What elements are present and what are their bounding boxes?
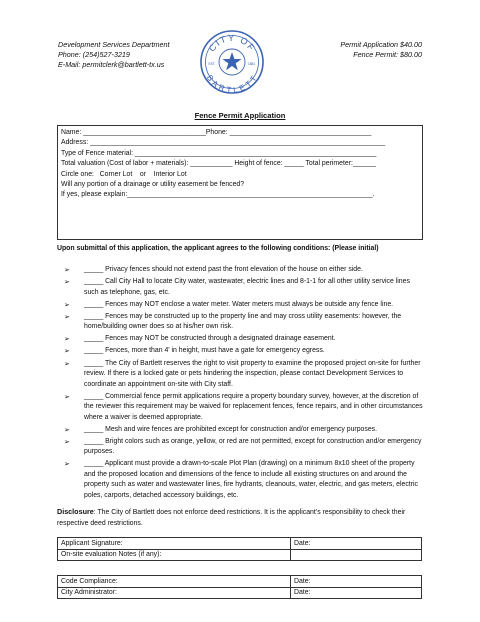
- arrow-bullet-icon: ➢: [64, 459, 71, 469]
- condition-item[interactable]: [62, 277, 424, 298]
- applicant-signature-label: Applicant Signature:: [61, 539, 123, 547]
- date-label: Date:: [294, 539, 311, 547]
- arrow-bullet-icon: ➢: [64, 277, 71, 287]
- city-administrator-date-field[interactable]: [291, 587, 422, 599]
- svg-text:BARTLETT: BARTLETT: [204, 73, 260, 95]
- city-administrator-field[interactable]: [58, 587, 291, 599]
- arrow-bullet-icon: ➢: [64, 391, 71, 401]
- condition-text: _____ Mesh and wire fences are prohibited except for construction and/or emergency purposes.: [84, 425, 378, 433]
- arrow-bullet-icon: ➢: [64, 311, 71, 321]
- svg-text:CITY OF: CITY OF: [206, 32, 258, 54]
- arrow-bullet-icon: ➢: [64, 346, 71, 356]
- valuation-height-perimeter-field[interactable]: Total valuation (Cost of labor + materials): ___________ Height of fence: _____ Total perimeter:______: [61, 160, 376, 168]
- conditions-heading: Upon submittal of this application, the applicant agrees to the following conditions: (Please initial): [57, 245, 379, 252]
- easement-explanation-field[interactable]: If yes, please explain:________________________________________________________________.: [61, 191, 375, 199]
- applicant-date-field[interactable]: [291, 538, 422, 550]
- condition-item[interactable]: [62, 459, 424, 501]
- condition-text: _____ Fences may NOT enclose a water meter. Water meters must always be outside any fence line.: [84, 300, 394, 308]
- condition-text: _____ Applicant must provide a drawn-to-scale Plot Plan (drawing) on a minimum 8x10 sheet of the property and the proposed location and dimensions of the fence to include all existing structures on and around the property such as water and wastewater lines, fire hydrants, cleanouts, water, electric, and gas meters, electric poles, carports, detached accessory buildings, etc.: [84, 460, 418, 499]
- form-title: Fence Permit Application: [194, 111, 286, 120]
- arrow-bullet-icon: ➢: [64, 358, 71, 368]
- conditions-list: [62, 265, 424, 503]
- department-phone: Phone: (254)527-3219: [58, 50, 130, 60]
- code-compliance-field[interactable]: [58, 576, 291, 588]
- approval-signature-table: [57, 575, 422, 599]
- applicant-signature-field[interactable]: [58, 538, 291, 550]
- onsite-notes-field[interactable]: [58, 549, 291, 561]
- department-name: Development Services Department: [58, 40, 170, 49]
- department-email: E-Mail: permitclerk@bartlett-tx.us: [58, 60, 165, 70]
- arrow-bullet-icon: ➢: [64, 334, 71, 344]
- fence-permit-fee: Fence Permit: $80.00: [353, 50, 422, 60]
- condition-item[interactable]: [62, 265, 424, 276]
- arrow-bullet-icon: ➢: [64, 436, 71, 446]
- condition-item[interactable]: [62, 437, 424, 458]
- lot-type-choice[interactable]: Circle one: Corner Lot or Interior Lot: [61, 170, 187, 178]
- condition-text: _____ Fences, more than 4' in height, must have a gate for emergency egress.: [84, 347, 325, 355]
- condition-text: _____ Bright colors such as orange, yellow, or red are not permitted, except for construction and/or emergency purposes.: [84, 437, 422, 456]
- condition-item[interactable]: [62, 392, 424, 424]
- svg-text:EST.: EST.: [208, 62, 216, 66]
- code-compliance-date-field[interactable]: [291, 576, 422, 588]
- department-contact-block: [58, 40, 169, 71]
- fence-material-field[interactable]: Type of Fence material: _______________________________________________________________: [61, 149, 377, 157]
- code-compliance-label: Code Compliance:: [61, 577, 118, 585]
- condition-text: _____ The City of Bartlett reserves the right to visit property to examine the proposed project on-site for further review. If there is a locked gate or pets hindering the inspection, please contact Development Services to coordinate an appointment on-site with City staff.: [84, 359, 421, 388]
- city-administrator-label: City Administrator:: [61, 589, 117, 597]
- fee-block: [340, 40, 422, 60]
- disclosure: [57, 506, 427, 529]
- condition-item[interactable]: [62, 346, 424, 357]
- disclosure-label: Disclosure: [57, 507, 94, 516]
- condition-item[interactable]: [62, 359, 424, 391]
- condition-text: _____ Commercial fence permit applications require a property boundary survey, however, at the discretion of the reviewer this requirement may be waived for replacement fences, fence repairs, and in other circumstances where a waiver is deemed appropriate.: [84, 392, 423, 421]
- onsite-notes-extra[interactable]: [291, 549, 422, 561]
- arrow-bullet-icon: ➢: [64, 265, 71, 274]
- disclosure-text: : The City of Bartlett does not enforce deed restrictions. It is the applicant’s responsibility to check their respective deed restrictions.: [57, 509, 406, 527]
- arrow-bullet-icon: ➢: [64, 299, 71, 309]
- date-label: Date:: [294, 577, 311, 585]
- date-label: Date:: [294, 589, 311, 597]
- condition-text: _____ Call City Hall to locate City water, wastewater, electric lines and 8-1-1 for all other utility service lines such as telephone, gas, etc.: [84, 278, 410, 296]
- arrow-bullet-icon: ➢: [64, 424, 71, 434]
- condition-text: _____ Privacy fences should not extend past the front elevation of the house on either side.: [84, 266, 363, 273]
- condition-item[interactable]: [62, 425, 424, 436]
- applicant-info-box: [57, 125, 423, 240]
- city-seal-logo: [199, 28, 265, 96]
- svg-text:1881: 1881: [248, 62, 256, 66]
- name-phone-field[interactable]: Name: ________________________________Phone: _____________________________________: [61, 129, 372, 136]
- onsite-notes-label: On-site evaluation Notes (if any):: [61, 551, 162, 559]
- permit-application-fee: Permit Application $40.00: [340, 40, 422, 49]
- condition-item[interactable]: [62, 300, 424, 311]
- condition-text: _____ Fences may NOT be constructed through a designated drainage easement.: [84, 335, 336, 343]
- condition-item[interactable]: [62, 312, 424, 333]
- easement-question: Will any portion of a drainage or utility easement be fenced?: [61, 181, 245, 189]
- address-field[interactable]: Address: _____________________________________________________________________________: [61, 139, 386, 147]
- condition-item[interactable]: [62, 334, 424, 345]
- applicant-signature-table: [57, 537, 422, 561]
- condition-text: _____ Fences may be constructed up to the property line and may cross utility easements: however, the home/building owner does so at his/her own risk.: [84, 312, 402, 331]
